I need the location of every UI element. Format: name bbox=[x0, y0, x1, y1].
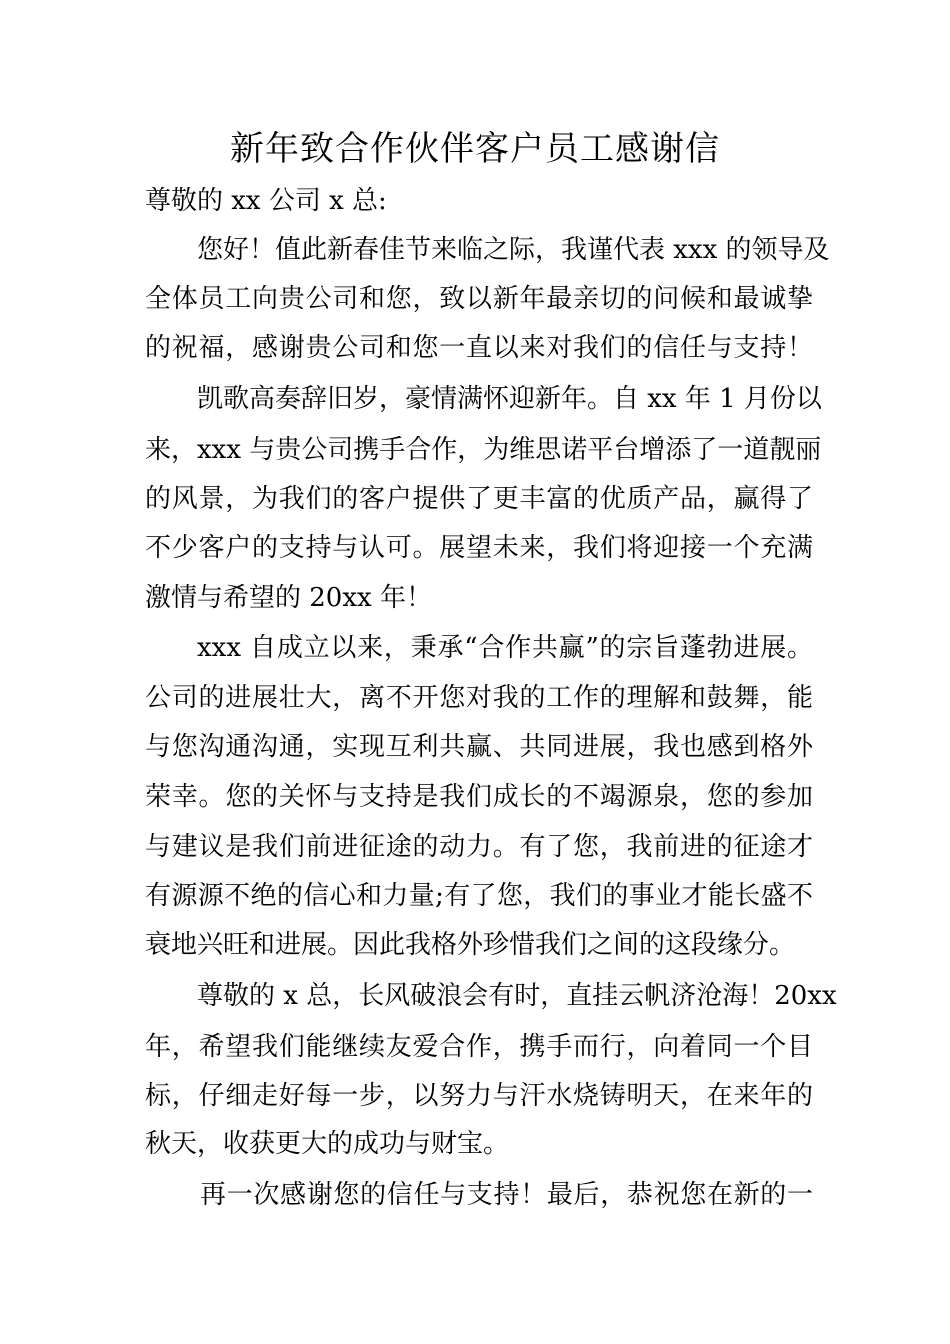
paragraph-line: 的风景，为我们的客户提供了更丰富的优质产品，赢得了 bbox=[145, 484, 813, 514]
paragraph-line: 秋天，收获更大的成功与财宝。 bbox=[145, 1129, 510, 1159]
paragraph-line: 来，xxx 与贵公司携手合作，为维思诺平台增添了一道靓丽 bbox=[145, 435, 822, 465]
paragraph-line: 与您沟通沟通，实现互利共赢、共同进展，我也感到格外 bbox=[145, 732, 813, 762]
paragraph-line: 不少客户的支持与认可。展望未来，我们将迎接一个充满 bbox=[145, 533, 813, 563]
paragraph-line: 公司的进展壮大，离不开您对我的工作的理解和鼓舞，能 bbox=[145, 683, 813, 713]
paragraph-line: xxx 自成立以来，秉承“合作共赢”的宗旨蓬勃进展。 bbox=[197, 633, 813, 663]
paragraph-line: 有源源不绝的信心和力量;有了您，我们的事业才能长盛不 bbox=[145, 881, 813, 911]
paragraph-line: 再一次感谢您的信任与支持！最后，恭祝您在新的一 bbox=[200, 1180, 813, 1210]
letter-title: 新年致合作伙伴客户员工感谢信 bbox=[230, 129, 720, 169]
paragraph-line: 与建议是我们前进征途的动力。有了您，我前进的征途才 bbox=[145, 832, 813, 862]
paragraph-line: 尊敬的 x 总，长风破浪会有时，直挂云帆济沧海！20xx bbox=[197, 981, 837, 1011]
paragraph-line: 年，希望我们能继续友爱合作，携手而行，向着同一个目 bbox=[145, 1032, 813, 1062]
paragraph-line: 标，仔细走好每一步，以努力与汗水烧铸明天，在来年的 bbox=[145, 1081, 813, 1111]
salutation: 尊敬的 xx 公司 x 总: bbox=[145, 186, 387, 216]
paragraph-line: 您好！值此新春佳节来临之际，我谨代表 xxx 的领导及 bbox=[197, 235, 830, 265]
paragraph-line: 衰地兴旺和进展。因此我格外珍惜我们之间的这段缘分。 bbox=[145, 930, 796, 960]
paragraph-line: 全体员工向贵公司和您，致以新年最亲切的问候和最诚挚 bbox=[145, 284, 813, 314]
paragraph-line: 荣幸。您的关怀与支持是我们成长的不竭源泉，您的参加 bbox=[145, 782, 813, 812]
paragraph-line: 凯歌高奏辞旧岁，豪情满怀迎新年。自 xx 年 1 月份以 bbox=[197, 384, 822, 414]
paragraph-line: 激情与希望的 20xx 年！ bbox=[145, 583, 432, 613]
paragraph-line: 的祝福，感谢贵公司和您一直以来对我们的信任与支持！ bbox=[145, 333, 813, 363]
